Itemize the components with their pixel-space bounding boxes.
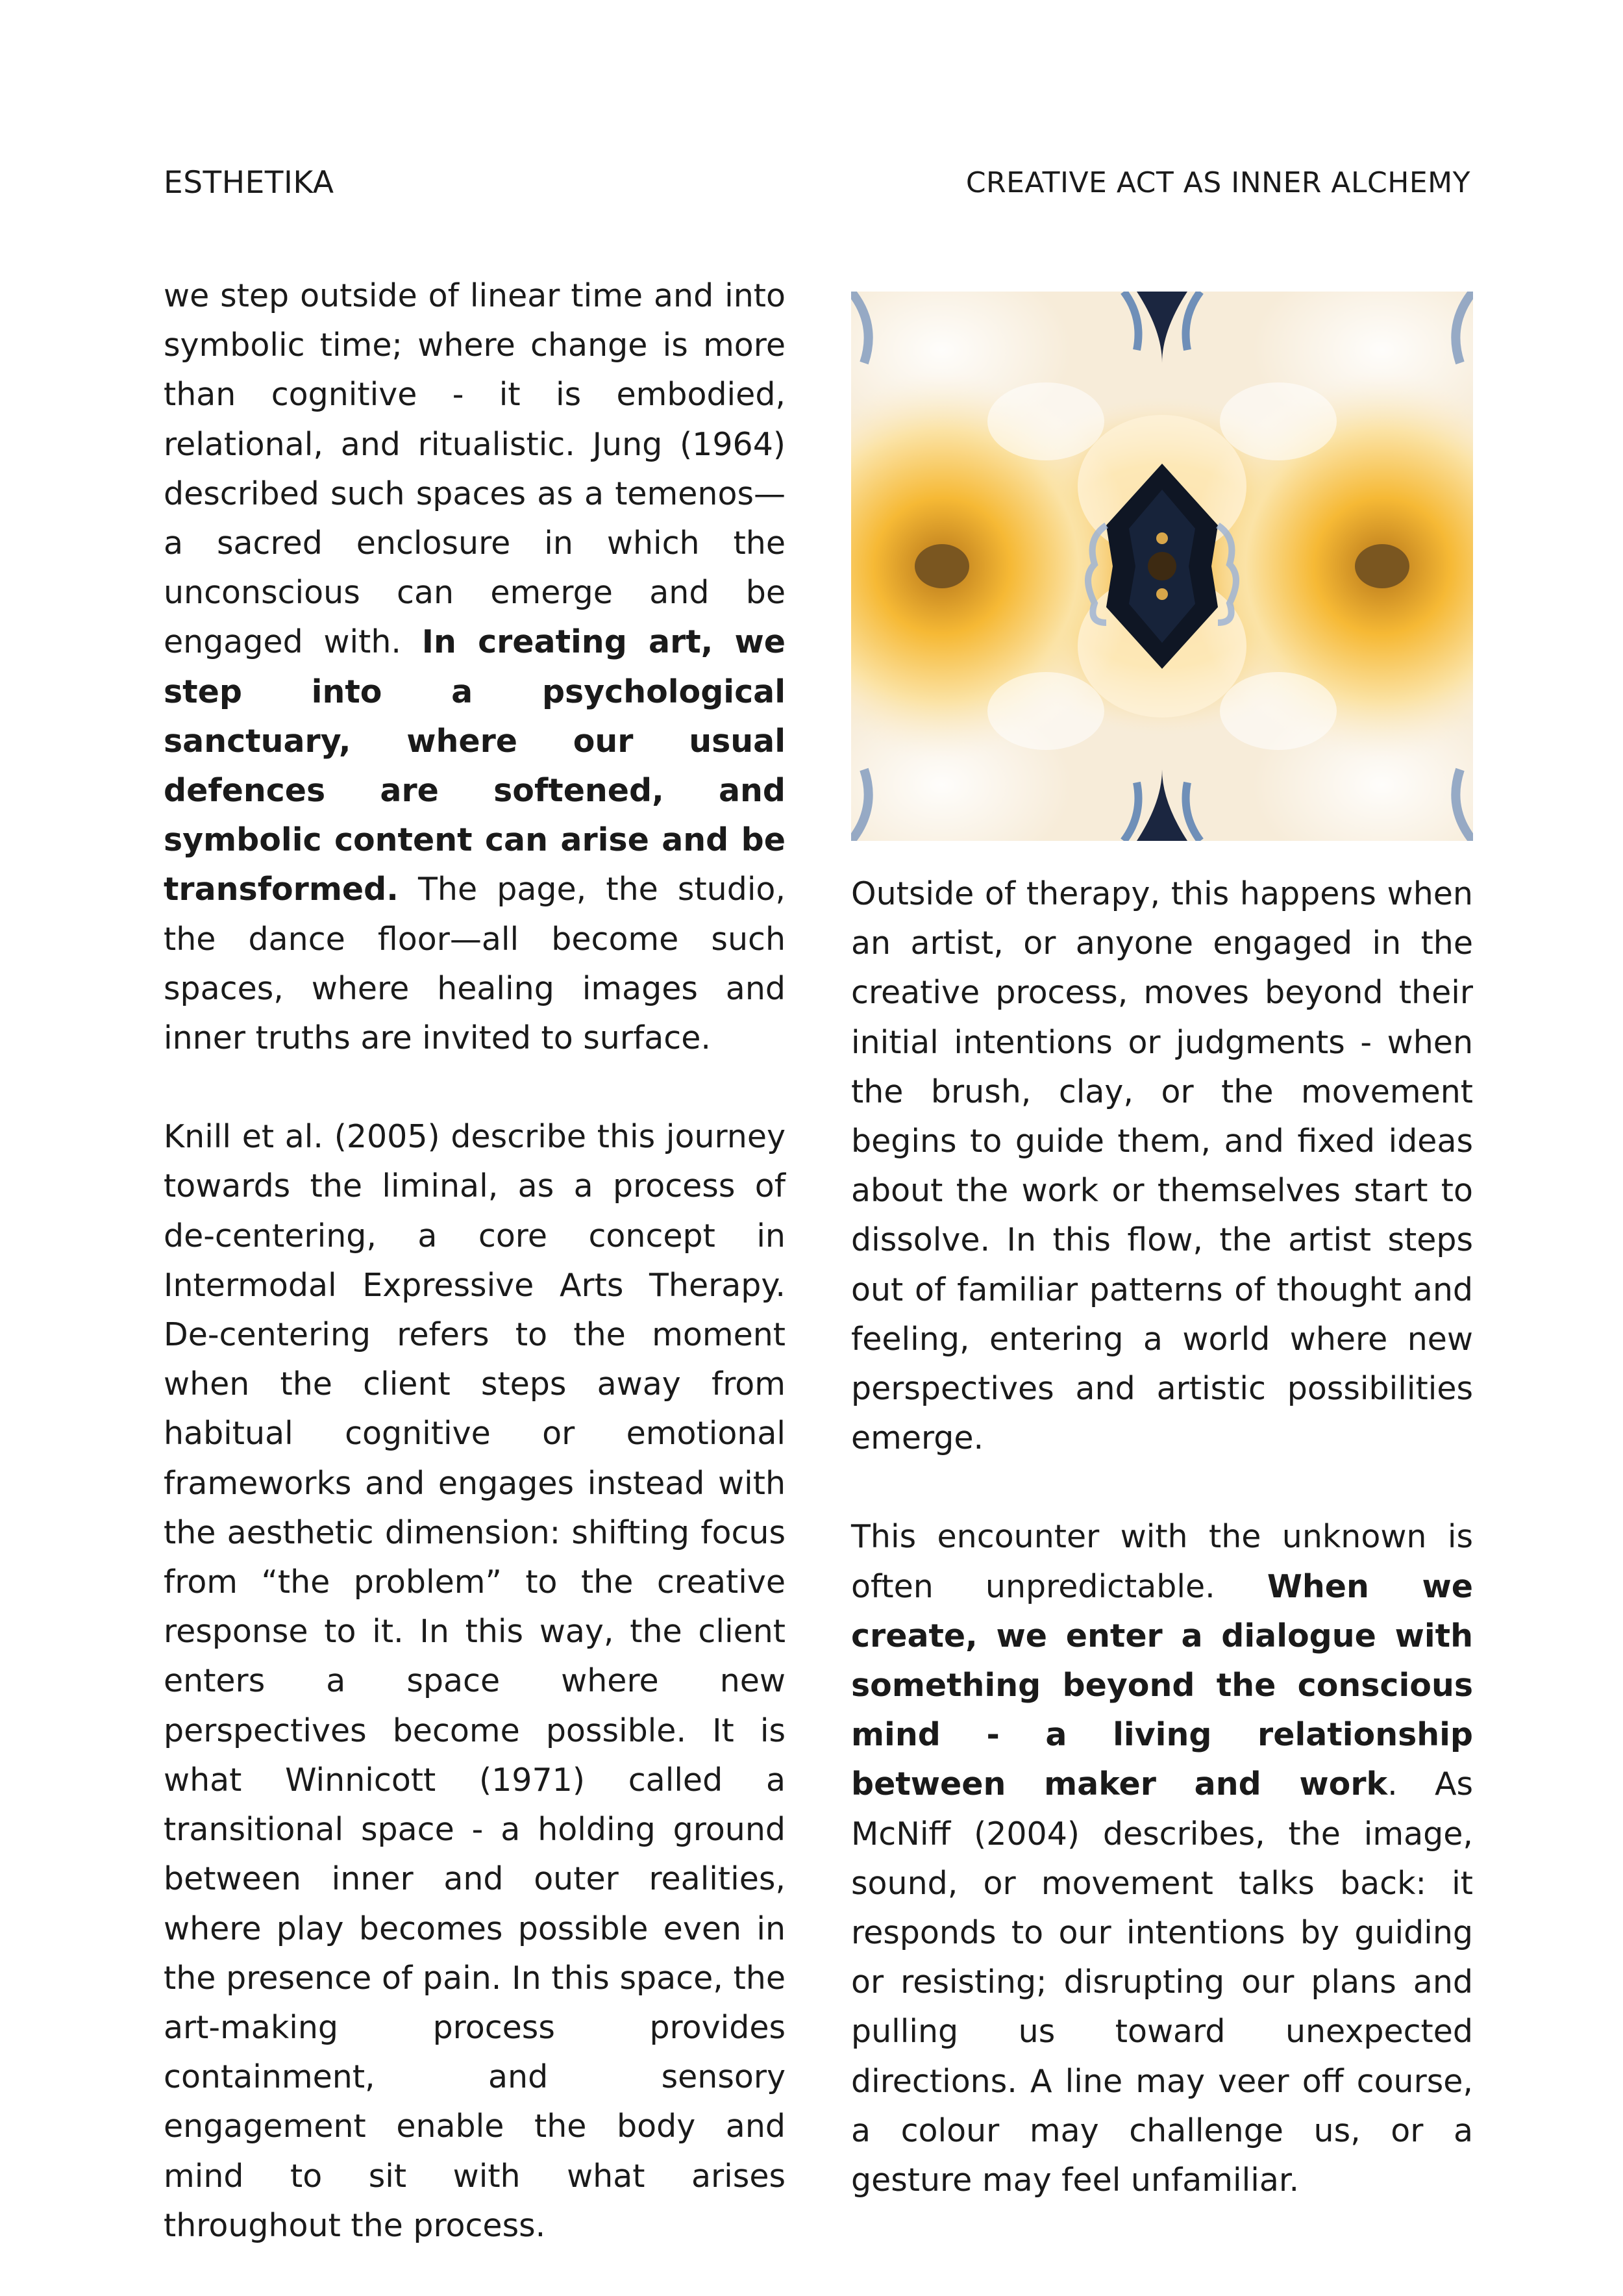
paragraph-text: The page, the studio, the dance floor—all become such spaces, where healing images and inner truths are invited to surface. — [164, 871, 786, 1057]
paragraph: Outside of therapy, this happens when an artist, or anyone engaged in the creative process, moves beyond their initial intentions or judgments - when the brush, clay, or the movement begins to guide them, and fixed ideas about the work or themselves start to dissolve. In this flow, the artist steps out of familiar patterns of thought and feeling, entering a world where new perspectives and artistic possibilities emerge. — [851, 875, 1473, 1457]
emphasis-text: In creating art, we step into a psychological sanctuary, where our usual defences are softened, and symbolic content can arise and be transformed. — [164, 623, 786, 908]
paragraph-text: . As McNiff (2004) describes, the image, sound, or movement talks back: it responds to our intentions by guiding or resisting; disrupting our plans and pulling us toward unexpected directions. A line may veer off course, a colour may challenge us, or a gesture may feel unfamiliar. — [851, 1766, 1474, 2199]
article-running-title: CREATIVE ACT AS INNER ALCHEMY — [965, 166, 1470, 199]
left-text-column — [164, 271, 786, 2251]
paragraph-text: This encounter with the unknown is often unpredictable. — [851, 1518, 1473, 1605]
journal-name: ESTHETIKA — [164, 165, 334, 201]
kaleidoscope-image — [851, 292, 1473, 841]
kaleidoscope-icon — [851, 292, 1473, 841]
paragraph: Knill et al. (2005) describe this journey towards the liminal, as a process of de-centering, a core concept in Intermodal Expressive Arts Therapy. De-centering refers to the moment when the client steps away from habitual cognitive or emotional frameworks and engages instead with the aesthetic dimension: shifting focus from “the problem” to the creative response to it. In this way, the client enters a space where new perspectives become possible. It is what Winnicott (1971) called a transitional space - a holding ground between inner and outer realities, where play becomes possible even in the presence of pain. In this space, the art-making process provides containment, and sensory engagement enable the body and mind to sit with what arises throughout the process. — [164, 1118, 786, 2244]
paragraph-text: we step outside of linear time and into symbolic time; where change is more than cognitive - it is embodied, relational, and ritualistic. Jung (1964) described such spaces as a temenos—a sacred enclosure in which the unconscious can emerge and be engaged with. — [164, 277, 786, 661]
emphasis-text: When we create, we enter a dialogue with something beyond the conscious mind - a living relationship between maker and work — [851, 1567, 1473, 1803]
right-text-column — [851, 869, 1473, 2205]
paragraph — [851, 1512, 1473, 2205]
paragraph — [164, 271, 786, 1063]
